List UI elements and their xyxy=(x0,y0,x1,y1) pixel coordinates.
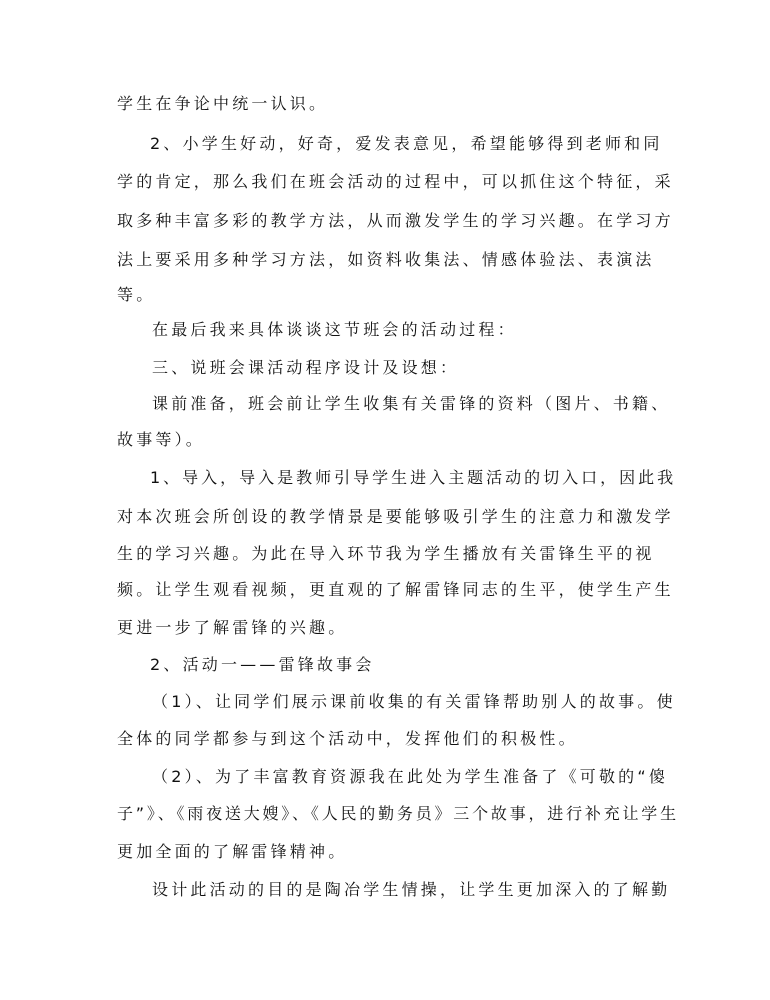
text-line: 1、导入，导入是教师引导学生进入主题活动的切入口，因此我 xyxy=(150,468,677,487)
text-line: 法上要采用多种学习方法，如资料收集法、情感体验法、表演法 xyxy=(117,250,655,269)
text-line: 设计此活动的目的是陶冶学生情操，让学生更加深入的了解勤 xyxy=(152,880,671,899)
text-line: （2）、为了丰富教育资源我在此处为学生准备了《可敬的“傻 xyxy=(152,767,669,786)
text-line: 2、小学生好动，好奇，爱发表意见，希望能够得到老师和同 xyxy=(150,134,663,153)
text-line: 学的肯定，那么我们在班会活动的过程中，可以抓住这个特征，采 xyxy=(117,172,674,191)
text-line: 更进一步了解雷锋的兴趣。 xyxy=(117,618,348,637)
text-line: 更加全面的了解雷锋精神。 xyxy=(117,842,348,861)
text-line: （1）、让同学们展示课前收集的有关雷锋帮助别人的故事。使 xyxy=(152,692,676,711)
text-line: 故事等）。 xyxy=(117,430,206,449)
text-line: 取多种丰富多彩的教学方法，从而激发学生的学习兴趣。在学习方 xyxy=(117,211,674,230)
text-line: 学生在争论中统一认识。 xyxy=(117,94,329,113)
text-line: 频。让学生观看视频，更直观的了解雷锋同志的生平，使学生产生 xyxy=(117,580,674,599)
text-line: 2、活动一——雷锋故事会 xyxy=(150,655,375,674)
text-line: 三、说班会课活动程序设计及设想： xyxy=(152,358,460,377)
text-line: 对本次班会所创设的教学情景是要能够吸引学生的注意力和激发学 xyxy=(117,507,674,526)
text-line: 在最后我来具体谈谈这节班会的活动过程： xyxy=(152,320,517,339)
text-line: 全体的同学都参与到这个活动中，发挥他们的积极性。 xyxy=(117,729,578,748)
text-line: 等。 xyxy=(117,285,156,304)
text-line: 课前准备，班会前让学生收集有关雷锋的资料（图片、书籍、 xyxy=(152,394,671,413)
text-line: 生的学习兴趣。为此在导入环节我为学生播放有关雷锋生平的视 xyxy=(117,544,655,563)
text-line: 子”》、《雨夜送大嫂》、《人民的勤务员》三个故事，进行补充让学生 xyxy=(117,804,679,823)
